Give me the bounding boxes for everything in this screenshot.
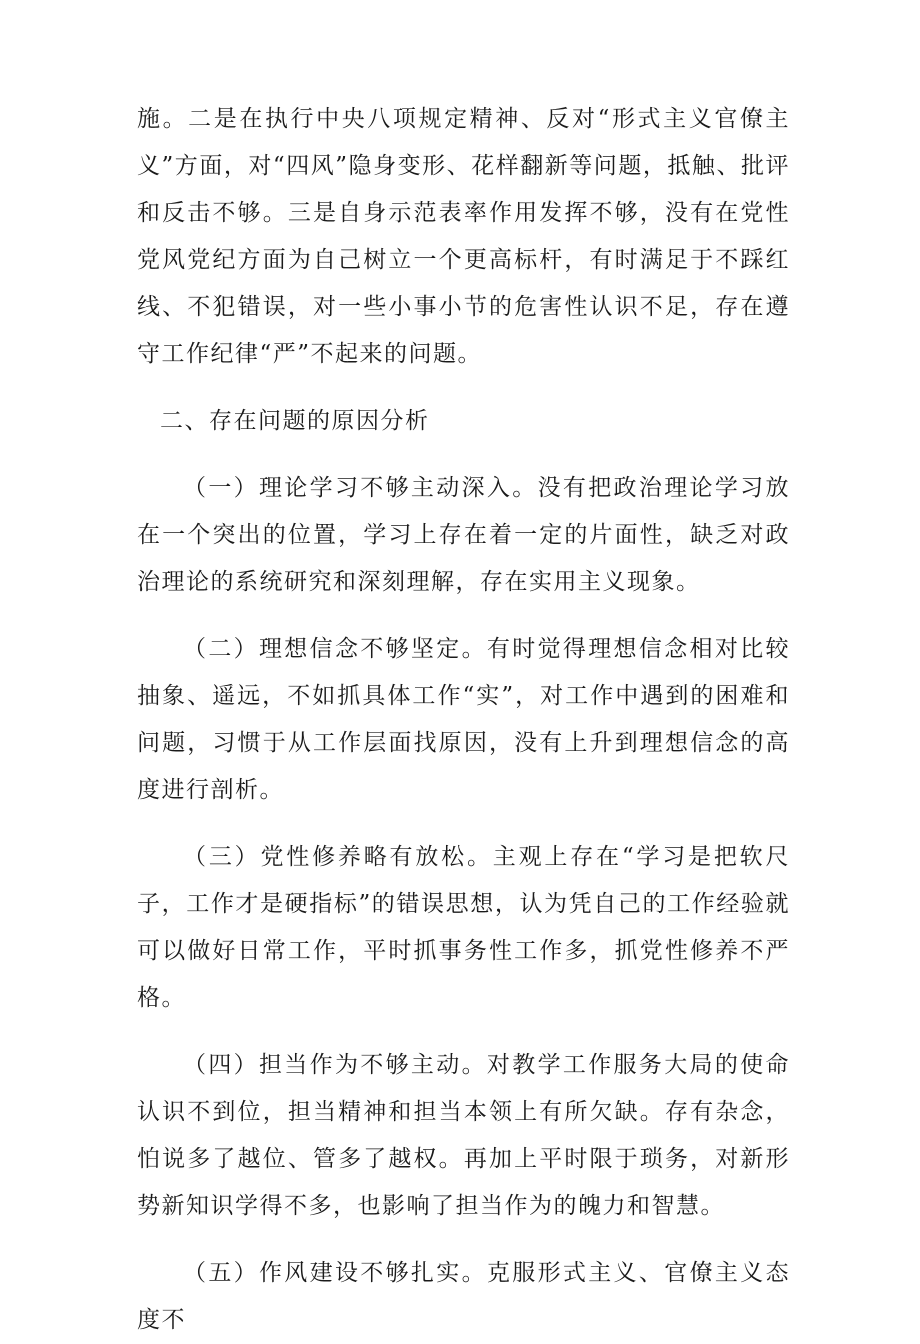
- section-heading: 二、存在问题的原因分析: [160, 408, 430, 434]
- paragraph-gap: [137, 445, 790, 465]
- paragraph-item-3: （三）党性修养略有放松。主观上存在“学习是把软尺子，工作才是硬指标”的错误思想，认为凭自己的工作经验就可以做好日常工作，平时抓事务性工作多，抓党性修养不严格。: [137, 844, 790, 1011]
- paragraph-continuation: 施。二是在执行中央八项规定精神、反对“形式主义官僚主义”方面，对“四风”隐身变形、花样翻新等问题，抵触、批评和反击不够。三是自身示范表率作用发挥不够，没有在党性党风党纪方面为自己树立一个更高标杆，有时满足于不踩红线、不犯错误，对一些小事小节的危害性认识不足，存在遵守工作纪律“严”不起来的问题。: [137, 106, 790, 367]
- paragraph-item-5: （五）作风建设不够扎实。克服形式主义、官僚主义态度不: [137, 1260, 790, 1333]
- paragraph-gap: [137, 378, 790, 398]
- paragraph-gap: [137, 814, 790, 834]
- paragraph-gap: [137, 1230, 790, 1250]
- paragraph-item-1: （一）理论学习不够主动深入。没有把政治理论学习放在一个突出的位置，学习上存在着一定的片面性，缺乏对政治理论的系统研究和深刻理解，存在实用主义现象。: [137, 475, 790, 595]
- paragraph-gap: [137, 1022, 790, 1042]
- paragraph-gap: [137, 606, 790, 626]
- paragraph-item-2: （二）理想信念不够坚定。有时觉得理想信念相对比较抽象、遥远，不如抓具体工作“实”，对工作中遇到的困难和问题，习惯于从工作层面找原因，没有上升到理想信念的高度进行剖析。: [137, 636, 790, 803]
- paragraph-item-4: （四）担当作为不够主动。对教学工作服务大局的使命认识不到位，担当精神和担当本领上有所欠缺。存有杂念，怕说多了越位、管多了越权。再加上平时限于琐务，对新形势新知识学得不多，也影响了担当作为的魄力和智慧。: [137, 1052, 790, 1219]
